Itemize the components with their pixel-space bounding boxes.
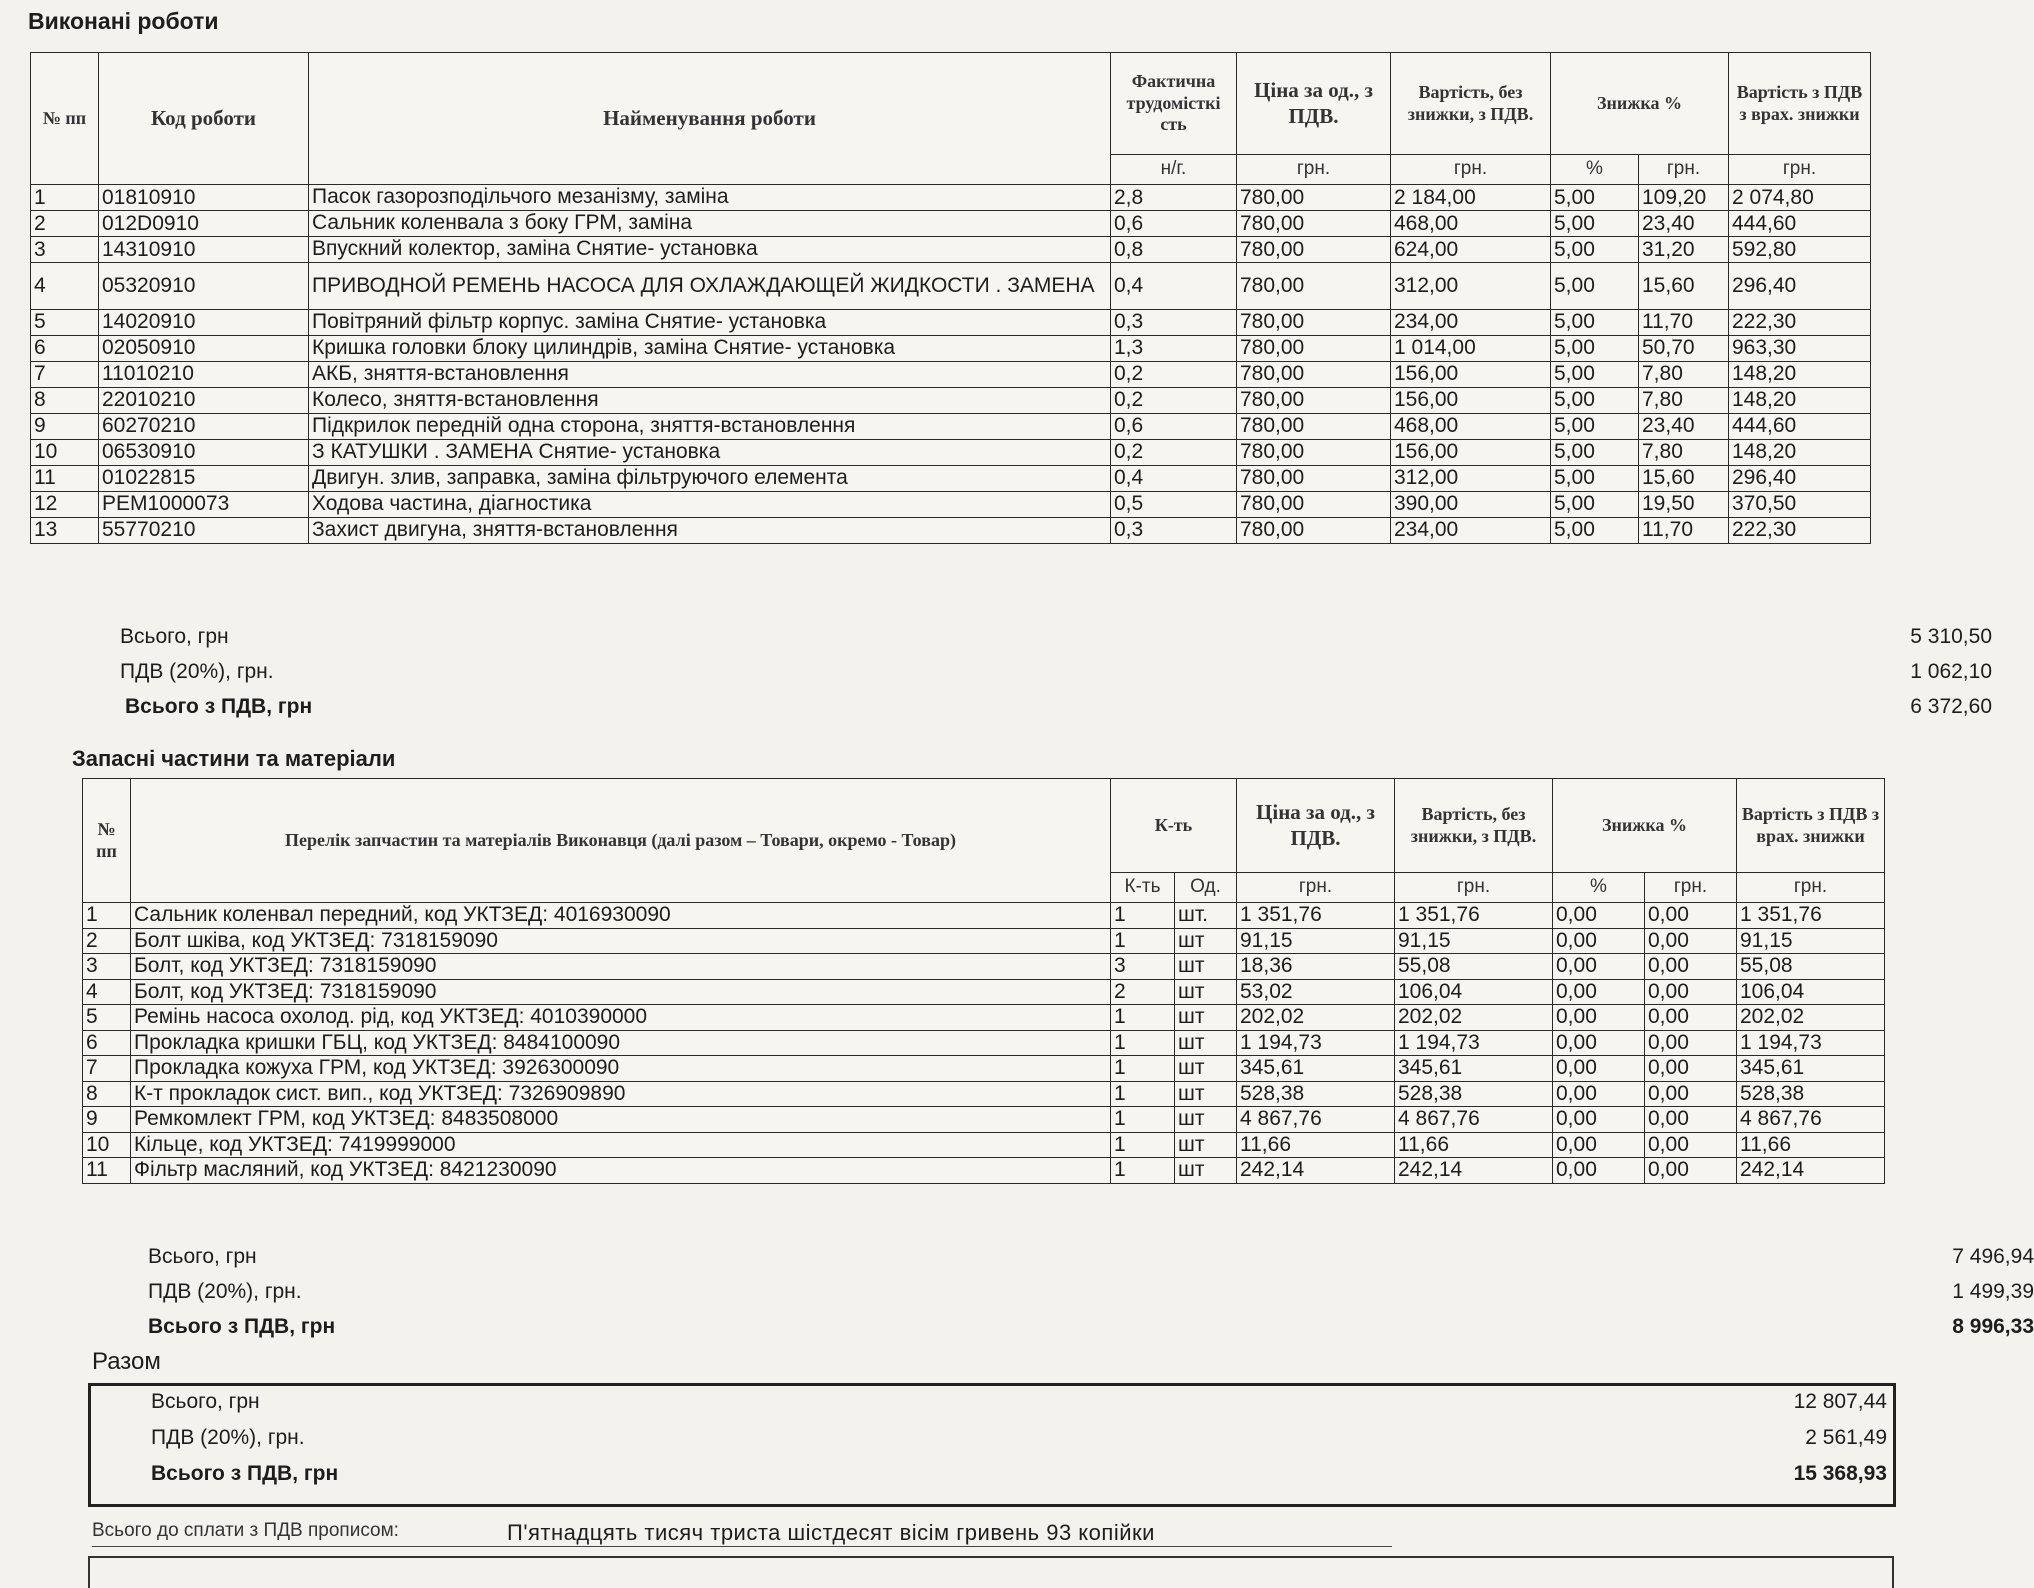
table-row xyxy=(31,517,1871,543)
cell-no: 10 xyxy=(31,439,99,465)
cell-disc_pct: 5,00 xyxy=(1551,413,1639,439)
parts-unit-disc-pct: % xyxy=(1553,873,1645,903)
parts-col-discount: Знижка % xyxy=(1553,779,1737,873)
cell-total: 222,30 xyxy=(1729,309,1871,335)
parts-unit-disc-uah: грн. xyxy=(1645,873,1737,903)
cell-unit: шт xyxy=(1175,954,1237,980)
cell-total: 148,20 xyxy=(1729,387,1871,413)
cell-price: 780,00 xyxy=(1237,387,1391,413)
cell-labor: 0,8 xyxy=(1111,237,1237,263)
cell-qty: 1 xyxy=(1111,903,1175,929)
cell-price: 1 351,76 xyxy=(1237,903,1395,929)
cell-disc_pct: 0,00 xyxy=(1553,903,1645,929)
cell-total: 148,20 xyxy=(1729,361,1871,387)
cell-cost: 55,08 xyxy=(1395,954,1553,980)
cell-price: 345,61 xyxy=(1237,1056,1395,1082)
cell-price: 780,00 xyxy=(1237,413,1391,439)
cell-cost: 528,38 xyxy=(1395,1081,1553,1107)
cell-total: 345,61 xyxy=(1737,1056,1885,1082)
parts-unit-unit: Од. xyxy=(1175,873,1237,903)
cell-cost: 2 184,00 xyxy=(1391,185,1551,211)
cell-price: 91,15 xyxy=(1237,928,1395,954)
table-row xyxy=(31,361,1871,387)
cell-name: Кришка головки блоку цилиндрів, заміна Снятие- установка xyxy=(309,335,1111,361)
unit-price: грн. xyxy=(1237,155,1391,185)
col-name: Найменування роботи xyxy=(309,53,1111,185)
cell-name: Сальник коленвал передний, код УКТЗЕД: 4016930090 xyxy=(131,903,1111,929)
unit-disc-pct: % xyxy=(1551,155,1639,185)
cell-name: Повітряний фільтр корпус. заміна Снятие- установка xyxy=(309,309,1111,335)
cell-disc_uah: 0,00 xyxy=(1645,954,1737,980)
cell-disc_uah: 7,80 xyxy=(1639,439,1729,465)
in-words-label: Всього до сплати з ПДВ прописом: xyxy=(92,1520,399,1541)
cell-price: 780,00 xyxy=(1237,517,1391,543)
overall-total-value: 12 807,44 xyxy=(1793,1390,1887,1413)
cell-qty: 1 xyxy=(1111,1005,1175,1031)
cell-no: 11 xyxy=(31,465,99,491)
parts-total-label: Всього, грн xyxy=(148,1245,257,1268)
overall-vat-label: ПДВ (20%), грн. xyxy=(151,1426,305,1449)
cell-price: 202,02 xyxy=(1237,1005,1395,1031)
cell-no: 10 xyxy=(83,1132,131,1158)
cell-code: PEM1000073 xyxy=(99,491,309,517)
cell-name: Сальник коленвала з боку ГРМ, заміна xyxy=(309,211,1111,237)
in-words-value: П'ятнадцять тисяч триста шістдесят вісім гривень 93 копійки xyxy=(507,1520,1155,1545)
works-section-title: Виконані роботи xyxy=(28,8,219,34)
cell-name: Ходова частина, діагностика xyxy=(309,491,1111,517)
cell-unit: шт. xyxy=(1175,903,1237,929)
cell-cost: 234,00 xyxy=(1391,309,1551,335)
cell-code: 05320910 xyxy=(99,263,309,310)
cell-code: 06530910 xyxy=(99,439,309,465)
cell-no: 12 xyxy=(31,491,99,517)
cell-code: 01022815 xyxy=(99,465,309,491)
cell-no: 5 xyxy=(83,1005,131,1031)
unit-labor: н/г. xyxy=(1111,155,1237,185)
unit-disc-uah: грн. xyxy=(1639,155,1729,185)
table-row xyxy=(31,237,1871,263)
cell-labor: 0,4 xyxy=(1111,263,1237,310)
col-price: Ціна за од., з ПДВ. xyxy=(1237,53,1391,155)
cell-price: 4 867,76 xyxy=(1237,1107,1395,1133)
cell-qty: 1 xyxy=(1111,928,1175,954)
cell-name: Болт, код УКТЗЕД: 7318159090 xyxy=(131,979,1111,1005)
cell-cost: 390,00 xyxy=(1391,491,1551,517)
parts-unit-qty: К-ть xyxy=(1111,873,1175,903)
cell-price: 780,00 xyxy=(1237,335,1391,361)
works-table xyxy=(30,52,1871,544)
cell-total: 1 351,76 xyxy=(1737,903,1885,929)
cell-no: 8 xyxy=(83,1081,131,1107)
cell-labor: 2,8 xyxy=(1111,185,1237,211)
cell-disc_uah: 15,60 xyxy=(1639,465,1729,491)
col-labor: Фактична трудомісткі сть xyxy=(1111,53,1237,155)
overall-title: Разом xyxy=(92,1348,161,1375)
cell-labor: 0,2 xyxy=(1111,361,1237,387)
cell-disc_uah: 15,60 xyxy=(1639,263,1729,310)
table-row xyxy=(83,1132,1885,1158)
cell-price: 780,00 xyxy=(1237,237,1391,263)
cell-cost: 624,00 xyxy=(1391,237,1551,263)
cell-total: 296,40 xyxy=(1729,465,1871,491)
cell-total: 296,40 xyxy=(1729,263,1871,310)
cell-labor: 0,3 xyxy=(1111,517,1237,543)
parts-grand-value: 8 996,33 xyxy=(1952,1315,2034,1338)
cell-disc_uah: 50,70 xyxy=(1639,335,1729,361)
cell-total: 91,15 xyxy=(1737,928,1885,954)
overall-vat-value: 2 561,49 xyxy=(1805,1426,1887,1449)
cell-price: 780,00 xyxy=(1237,263,1391,310)
cell-disc_uah: 109,20 xyxy=(1639,185,1729,211)
cell-name: Болт, код УКТЗЕД: 7318159090 xyxy=(131,954,1111,980)
cell-unit: шт xyxy=(1175,1081,1237,1107)
cell-price: 780,00 xyxy=(1237,211,1391,237)
cell-no: 5 xyxy=(31,309,99,335)
cell-unit: шт xyxy=(1175,1107,1237,1133)
cell-code: 11010210 xyxy=(99,361,309,387)
works-vat-value: 1 062,10 xyxy=(1910,660,1992,683)
cell-code: 22010210 xyxy=(99,387,309,413)
cell-name: З КАТУШКИ . ЗАМЕНА Снятие- установка xyxy=(309,439,1111,465)
cell-labor: 0,6 xyxy=(1111,211,1237,237)
table-row xyxy=(31,309,1871,335)
cell-qty: 1 xyxy=(1111,1081,1175,1107)
cell-no: 2 xyxy=(83,928,131,954)
table-row xyxy=(83,1056,1885,1082)
cell-qty: 1 xyxy=(1111,1132,1175,1158)
cell-qty: 1 xyxy=(1111,1056,1175,1082)
cell-disc_pct: 0,00 xyxy=(1553,1081,1645,1107)
cell-labor: 0,5 xyxy=(1111,491,1237,517)
cell-disc_pct: 5,00 xyxy=(1551,185,1639,211)
cell-disc_pct: 5,00 xyxy=(1551,517,1639,543)
table-row xyxy=(31,439,1871,465)
cell-disc_uah: 31,20 xyxy=(1639,237,1729,263)
cell-labor: 0,4 xyxy=(1111,465,1237,491)
cell-disc_pct: 0,00 xyxy=(1553,1030,1645,1056)
cell-no: 4 xyxy=(31,263,99,310)
cell-price: 53,02 xyxy=(1237,979,1395,1005)
table-row xyxy=(83,979,1885,1005)
cell-disc_uah: 0,00 xyxy=(1645,979,1737,1005)
cell-name: Кільце, код УКТЗЕД: 7419999000 xyxy=(131,1132,1111,1158)
cell-total: 11,66 xyxy=(1737,1132,1885,1158)
works-grand-label: Всього з ПДВ, грн xyxy=(125,695,313,718)
table-row xyxy=(83,1005,1885,1031)
cell-disc_uah: 0,00 xyxy=(1645,1132,1737,1158)
cell-qty: 1 xyxy=(1111,1030,1175,1056)
cell-total: 202,02 xyxy=(1737,1005,1885,1031)
cell-no: 9 xyxy=(83,1107,131,1133)
cell-price: 780,00 xyxy=(1237,465,1391,491)
table-row xyxy=(83,928,1885,954)
cell-name: Болт шківа, код УКТЗЕД: 7318159090 xyxy=(131,928,1111,954)
cell-cost: 468,00 xyxy=(1391,413,1551,439)
cell-cost: 156,00 xyxy=(1391,439,1551,465)
cell-total: 2 074,80 xyxy=(1729,185,1871,211)
cell-price: 242,14 xyxy=(1237,1158,1395,1184)
cell-total: 106,04 xyxy=(1737,979,1885,1005)
cell-disc_pct: 0,00 xyxy=(1553,1158,1645,1184)
cell-disc_pct: 5,00 xyxy=(1551,387,1639,413)
parts-col-no: № пп xyxy=(83,779,131,903)
parts-col-qty: К-ть xyxy=(1111,779,1237,873)
cell-total: 242,14 xyxy=(1737,1158,1885,1184)
cell-total: 444,60 xyxy=(1729,211,1871,237)
cell-cost: 91,15 xyxy=(1395,928,1553,954)
cell-disc_uah: 11,70 xyxy=(1639,309,1729,335)
overall-grand-value: 15 368,93 xyxy=(1793,1462,1887,1485)
cell-disc_uah: 0,00 xyxy=(1645,1030,1737,1056)
cell-total: 444,60 xyxy=(1729,413,1871,439)
cell-unit: шт xyxy=(1175,979,1237,1005)
parts-table xyxy=(82,778,1885,1184)
cell-code: 012D0910 xyxy=(99,211,309,237)
cell-total: 1 194,73 xyxy=(1737,1030,1885,1056)
cell-disc_pct: 5,00 xyxy=(1551,237,1639,263)
works-vat-label: ПДВ (20%), грн. xyxy=(120,660,274,683)
cell-no: 6 xyxy=(83,1030,131,1056)
cell-name: Прокладка кришки ГБЦ, код УКТЗЕД: 8484100090 xyxy=(131,1030,1111,1056)
table-row xyxy=(31,263,1871,310)
cell-disc_pct: 5,00 xyxy=(1551,491,1639,517)
table-row xyxy=(31,491,1871,517)
cell-labor: 0,2 xyxy=(1111,439,1237,465)
cell-cost: 345,61 xyxy=(1395,1056,1553,1082)
cell-disc_pct: 0,00 xyxy=(1553,1005,1645,1031)
cell-unit: шт xyxy=(1175,928,1237,954)
cell-cost: 202,02 xyxy=(1395,1005,1553,1031)
cell-name: К-т прокладок сист. вип., код УКТЗЕД: 7326909890 xyxy=(131,1081,1111,1107)
cell-no: 1 xyxy=(83,903,131,929)
cell-total: 4 867,76 xyxy=(1737,1107,1885,1133)
overall-total-label: Всього, грн xyxy=(151,1390,260,1413)
cell-no: 9 xyxy=(31,413,99,439)
cell-no: 6 xyxy=(31,335,99,361)
cell-no: 7 xyxy=(83,1056,131,1082)
cell-code: 02050910 xyxy=(99,335,309,361)
parts-col-total: Вартість з ПДВ з врах. знижки xyxy=(1737,779,1885,873)
cell-cost: 312,00 xyxy=(1391,465,1551,491)
cell-unit: шт xyxy=(1175,1132,1237,1158)
parts-col-price: Ціна за од., з ПДВ. xyxy=(1237,779,1395,873)
cell-disc_pct: 0,00 xyxy=(1553,1132,1645,1158)
cell-disc_uah: 0,00 xyxy=(1645,1158,1737,1184)
cell-code: 60270210 xyxy=(99,413,309,439)
table-row xyxy=(83,1158,1885,1184)
cell-disc_uah: 11,70 xyxy=(1639,517,1729,543)
table-row xyxy=(31,211,1871,237)
table-row xyxy=(31,465,1871,491)
cell-cost: 234,00 xyxy=(1391,517,1551,543)
table-row xyxy=(83,1030,1885,1056)
cell-no: 13 xyxy=(31,517,99,543)
cell-name: Фільтр масляний, код УКТЗЕД: 8421230090 xyxy=(131,1158,1111,1184)
cell-labor: 0,3 xyxy=(1111,309,1237,335)
cell-disc_pct: 5,00 xyxy=(1551,465,1639,491)
parts-unit-price: грн. xyxy=(1237,873,1395,903)
cell-name: Прокладка кожуха ГРМ, код УКТЗЕД: 3926300090 xyxy=(131,1056,1111,1082)
cell-qty: 2 xyxy=(1111,979,1175,1005)
cell-name: Захист двигуна, зняття-встановлення xyxy=(309,517,1111,543)
cell-cost: 156,00 xyxy=(1391,361,1551,387)
table-row xyxy=(31,185,1871,211)
cell-cost: 1 194,73 xyxy=(1395,1030,1553,1056)
cell-qty: 1 xyxy=(1111,1158,1175,1184)
cell-price: 1 194,73 xyxy=(1237,1030,1395,1056)
cell-no: 3 xyxy=(83,954,131,980)
cell-price: 780,00 xyxy=(1237,491,1391,517)
cell-code: 14020910 xyxy=(99,309,309,335)
cell-no: 8 xyxy=(31,387,99,413)
works-total-label: Всього, грн xyxy=(120,625,229,648)
cell-cost: 106,04 xyxy=(1395,979,1553,1005)
cell-total: 963,30 xyxy=(1729,335,1871,361)
col-no: № пп xyxy=(31,53,99,185)
cell-disc_uah: 0,00 xyxy=(1645,903,1737,929)
cell-no: 11 xyxy=(83,1158,131,1184)
cell-disc_uah: 0,00 xyxy=(1645,928,1737,954)
cell-labor: 0,6 xyxy=(1111,413,1237,439)
parts-grand-label: Всього з ПДВ, грн xyxy=(148,1315,336,1338)
works-grand-value: 6 372,60 xyxy=(1910,695,1992,718)
cell-disc_uah: 7,80 xyxy=(1639,387,1729,413)
cell-name: Двигун. злив, заправка, заміна фільтруючого елемента xyxy=(309,465,1111,491)
overall-box xyxy=(88,1383,1896,1507)
col-discount: Знижка % xyxy=(1551,53,1729,155)
col-total: Вартість з ПДВ з врах. знижки xyxy=(1729,53,1871,155)
cell-disc_uah: 23,40 xyxy=(1639,413,1729,439)
cell-code: 55770210 xyxy=(99,517,309,543)
cell-total: 528,38 xyxy=(1737,1081,1885,1107)
cell-cost: 242,14 xyxy=(1395,1158,1553,1184)
cell-cost: 1 014,00 xyxy=(1391,335,1551,361)
cell-name: Ремінь насоса охолод. рід, код УКТЗЕД: 4010390000 xyxy=(131,1005,1111,1031)
cell-total: 55,08 xyxy=(1737,954,1885,980)
cell-name: АКБ, зняття-встановлення xyxy=(309,361,1111,387)
table-row xyxy=(83,954,1885,980)
parts-total-value: 7 496,94 xyxy=(1952,1245,2034,1268)
cell-cost: 11,66 xyxy=(1395,1132,1553,1158)
works-total-value: 5 310,50 xyxy=(1910,625,1992,648)
cell-code: 01810910 xyxy=(99,185,309,211)
cell-total: 370,50 xyxy=(1729,491,1871,517)
cell-unit: шт xyxy=(1175,1030,1237,1056)
cell-disc_uah: 7,80 xyxy=(1639,361,1729,387)
parts-section-title: Запасні частини та матеріали xyxy=(72,746,396,771)
cell-disc_pct: 5,00 xyxy=(1551,309,1639,335)
cell-total: 148,20 xyxy=(1729,439,1871,465)
cell-disc_pct: 0,00 xyxy=(1553,928,1645,954)
table-row xyxy=(83,1081,1885,1107)
cell-disc_uah: 0,00 xyxy=(1645,1005,1737,1031)
cell-disc_pct: 5,00 xyxy=(1551,361,1639,387)
cell-cost: 156,00 xyxy=(1391,387,1551,413)
table-row xyxy=(31,387,1871,413)
cell-no: 2 xyxy=(31,211,99,237)
table-row xyxy=(31,335,1871,361)
cell-total: 222,30 xyxy=(1729,517,1871,543)
cell-disc_pct: 0,00 xyxy=(1553,1056,1645,1082)
cell-name: Ремкомлект ГРМ, код УКТЗЕД: 8483508000 xyxy=(131,1107,1111,1133)
cell-disc_pct: 0,00 xyxy=(1553,954,1645,980)
cell-cost: 312,00 xyxy=(1391,263,1551,310)
cell-cost: 4 867,76 xyxy=(1395,1107,1553,1133)
cell-no: 3 xyxy=(31,237,99,263)
cell-name: Впускний колектор, заміна Снятие- установка xyxy=(309,237,1111,263)
col-code: Код роботи xyxy=(99,53,309,185)
cell-qty: 1 xyxy=(1111,1107,1175,1133)
cell-disc_uah: 23,40 xyxy=(1639,211,1729,237)
cell-no: 4 xyxy=(83,979,131,1005)
cell-price: 18,36 xyxy=(1237,954,1395,980)
cell-qty: 3 xyxy=(1111,954,1175,980)
unit-total: грн. xyxy=(1729,155,1871,185)
parts-col-cost: Вартість, без знижки, з ПДВ. xyxy=(1395,779,1553,873)
in-words-underline xyxy=(92,1546,1392,1547)
cell-price: 528,38 xyxy=(1237,1081,1395,1107)
unit-cost: грн. xyxy=(1391,155,1551,185)
bottom-frame xyxy=(88,1556,1894,1588)
cell-price: 780,00 xyxy=(1237,309,1391,335)
cell-labor: 0,2 xyxy=(1111,387,1237,413)
parts-unit-total: грн. xyxy=(1737,873,1885,903)
cell-disc_uah: 0,00 xyxy=(1645,1081,1737,1107)
cell-disc_uah: 19,50 xyxy=(1639,491,1729,517)
table-row xyxy=(83,903,1885,929)
cell-name: ПРИВОДНОЙ РЕМЕНЬ НАСОСА ДЛЯ ОХЛАЖДАЮЩЕЙ ЖИДКОСТИ . ЗАМЕНА xyxy=(309,263,1111,310)
cell-disc_uah: 0,00 xyxy=(1645,1056,1737,1082)
parts-vat-label: ПДВ (20%), грн. xyxy=(148,1280,302,1303)
cell-labor: 1,3 xyxy=(1111,335,1237,361)
cell-price: 780,00 xyxy=(1237,439,1391,465)
cell-disc_pct: 5,00 xyxy=(1551,335,1639,361)
col-cost: Вартість, без знижки, з ПДВ. xyxy=(1391,53,1551,155)
table-row xyxy=(31,413,1871,439)
overall-grand-label: Всього з ПДВ, грн xyxy=(151,1462,339,1485)
cell-unit: шт xyxy=(1175,1005,1237,1031)
cell-cost: 1 351,76 xyxy=(1395,903,1553,929)
cell-no: 7 xyxy=(31,361,99,387)
cell-total: 592,80 xyxy=(1729,237,1871,263)
cell-name: Підкрилок передній одна сторона, зняття-встановлення xyxy=(309,413,1111,439)
cell-disc_pct: 0,00 xyxy=(1553,979,1645,1005)
cell-price: 11,66 xyxy=(1237,1132,1395,1158)
cell-no: 1 xyxy=(31,185,99,211)
cell-code: 14310910 xyxy=(99,237,309,263)
cell-name: Колесо, зняття-встановлення xyxy=(309,387,1111,413)
cell-name: Пасок газорозподільчого мезанізму, заміна xyxy=(309,185,1111,211)
parts-col-name: Перелік запчастин та матеріалів Виконавця (далі разом – Товари, окремо - Товар) xyxy=(131,779,1111,903)
cell-disc_pct: 5,00 xyxy=(1551,439,1639,465)
cell-unit: шт xyxy=(1175,1158,1237,1184)
cell-cost: 468,00 xyxy=(1391,211,1551,237)
cell-unit: шт xyxy=(1175,1056,1237,1082)
cell-disc_pct: 5,00 xyxy=(1551,263,1639,310)
cell-disc_pct: 0,00 xyxy=(1553,1107,1645,1133)
cell-disc_pct: 5,00 xyxy=(1551,211,1639,237)
cell-disc_uah: 0,00 xyxy=(1645,1107,1737,1133)
table-row xyxy=(83,1107,1885,1133)
cell-price: 780,00 xyxy=(1237,185,1391,211)
cell-price: 780,00 xyxy=(1237,361,1391,387)
parts-vat-value: 1 499,39 xyxy=(1952,1280,2034,1303)
parts-unit-cost: грн. xyxy=(1395,873,1553,903)
